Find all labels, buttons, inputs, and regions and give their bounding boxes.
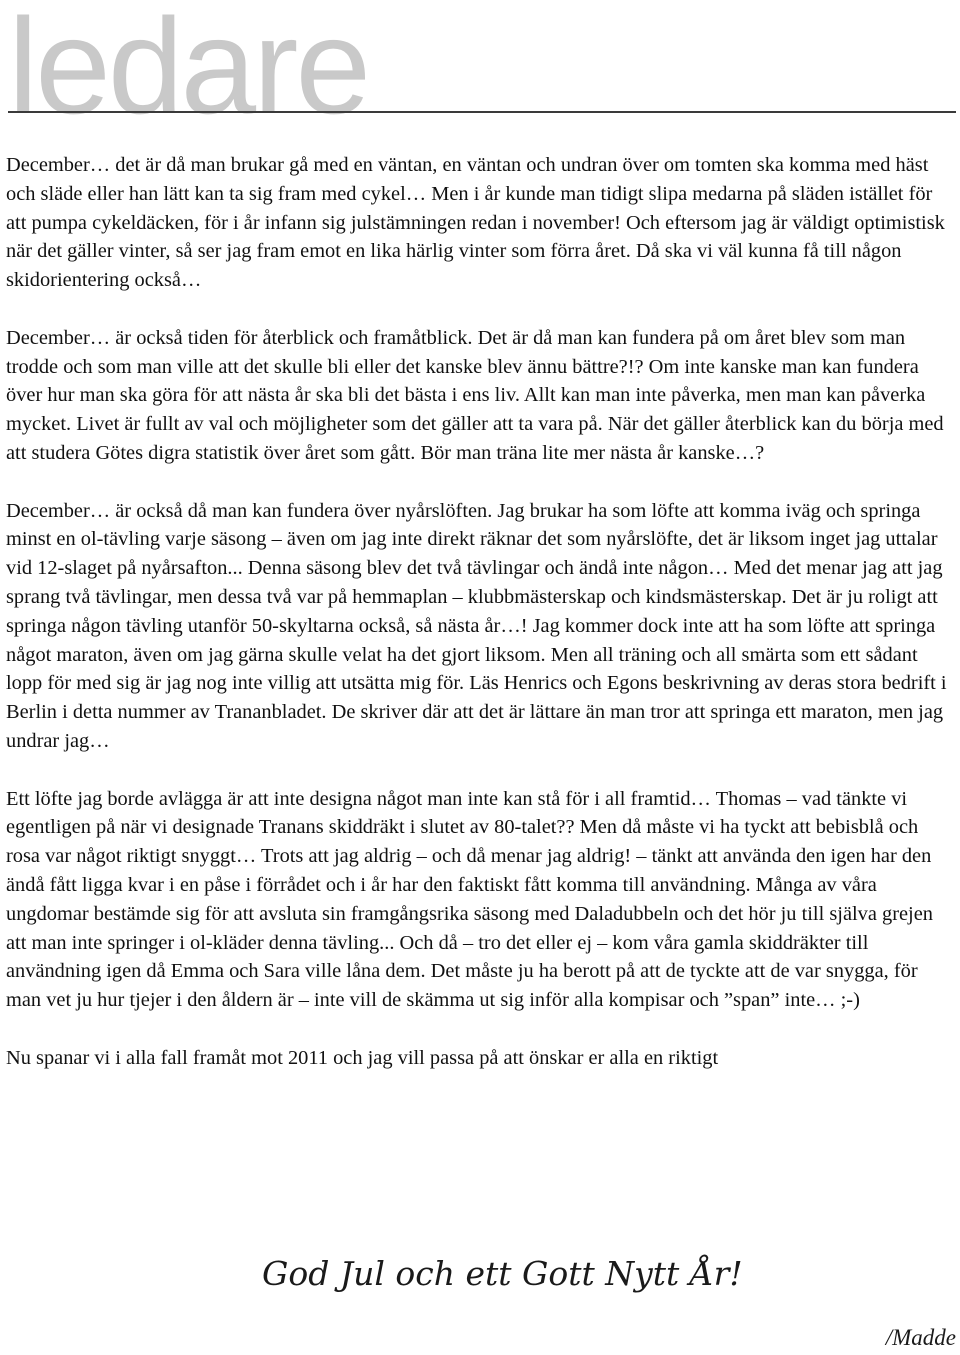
- title-divider: [8, 111, 956, 113]
- masthead: [0, 0, 960, 142]
- editorial-article: [6, 151, 954, 1073]
- author-signature: /Madde: [885, 1325, 956, 1350]
- article-paragraph: December… är också tiden för återblick och framåtblick. Det är då man kan fundera på om året blev som man trodde och som man ville att det skulle bli eller det kanske blev ännu bättre?!? Om inte kanske man kan fundera över hur man ska göra för att nästa år ska bli det bästa i ens liv. Allt kan man inte påverka, men man kan påverka mycket. Livet är fullt av val och möjligheter som det gäller att ta vara på. När det gäller återblick kan du börja med att studera Götes digra statistik över året som gått. Bör man träna lite mer nästa år kanske…?: [6, 326, 944, 464]
- article-paragraph: December… det är då man brukar gå med en väntan, en väntan och undran över om tomten ska komma med häst och släde eller han lätt kan ta sig fram med cykel… Men i år kunde man tidigt slipa medarna på släden istället för att pumpa cykeldäcken, för i år infann sig julstämningen redan i november! Och eftersom jag är väldigt optimistisk när det gäller vinter, så ser jag fram emot en lika härlig vinter som förra året. Då ska vi väl kunna få till någon skidorientering också…: [6, 154, 945, 292]
- section-title: ledare: [8, 0, 369, 142]
- article-paragraph: Nu spanar vi i alla fall framåt mot 2011 och jag vill passa på att önskar er alla en riktigt: [6, 1046, 719, 1069]
- holiday-greeting: God Jul och ett Gott Nytt År!: [262, 1254, 743, 1293]
- article-paragraph: Ett löfte jag borde avlägga är att inte designa något man inte kan stå för i all framtid… Thomas – vad tänkte vi egentligen på när vi designade Tranans skiddräkt i slutet av 80-talet?? Men då måste vi ha tyckt att bebisblå och rosa var något riktigt snyggt… Trots att jag aldrig – och då menar jag aldrig! – tänkt att använda den igen har den ändå fått ligga kvar i en påse i förrådet och i år har den faktiskt fått komma till användning. Många av våra ungdomar bestämde sig för att avsluta sin framgångsrika säsong med Daladubbeln och det hör ju till själva grejen att man inte springer i ol-kläder denna tävling... Och då – tro det eller ej – kom våra gamla skiddräkter till användning igen då Emma och Sara ville låna dem. Det måste ju ha berott på att de tyckte att de var snygga, för man vet ju hur tjejer i den åldern är – inte vill de skämma ut sig inför alla kompisar och ”span” inte… ;-): [6, 787, 933, 1012]
- article-paragraph: December… är också då man kan fundera över nyårslöften. Jag brukar ha som löfte att komma iväg och springa minst en ol-tävling varje säsong – även om jag inte direkt räknar det som nyårslöfte, det är liksom inget jag uttalar vid 12-slaget på nyårsafton... Denna säsong blev det två tävlingar och ändå inte någon… Med det menar jag att jag sprang två tävlingar, men dessa två var på hemmaplan – klubbmästerskap och kindsmästerskap. Det är ju roligt att springa någon tävling utanför 50-skyltarna också, så nästa år…! Jag kommer dock inte att ha som löfte att springa något maraton, även om jag gärna skulle velat ha det gjort liksom. Men all träning och all smärta som ett sådant lopp för med sig är jag nog inte villig att utsätta mig för. Läs Henrics och Egons beskrivning av deras stora bedrift i Berlin i detta nummer av Trananbladet. De skriver där att det är lättare än man tror att springa ett maraton, men jag undrar jag…: [6, 499, 947, 752]
